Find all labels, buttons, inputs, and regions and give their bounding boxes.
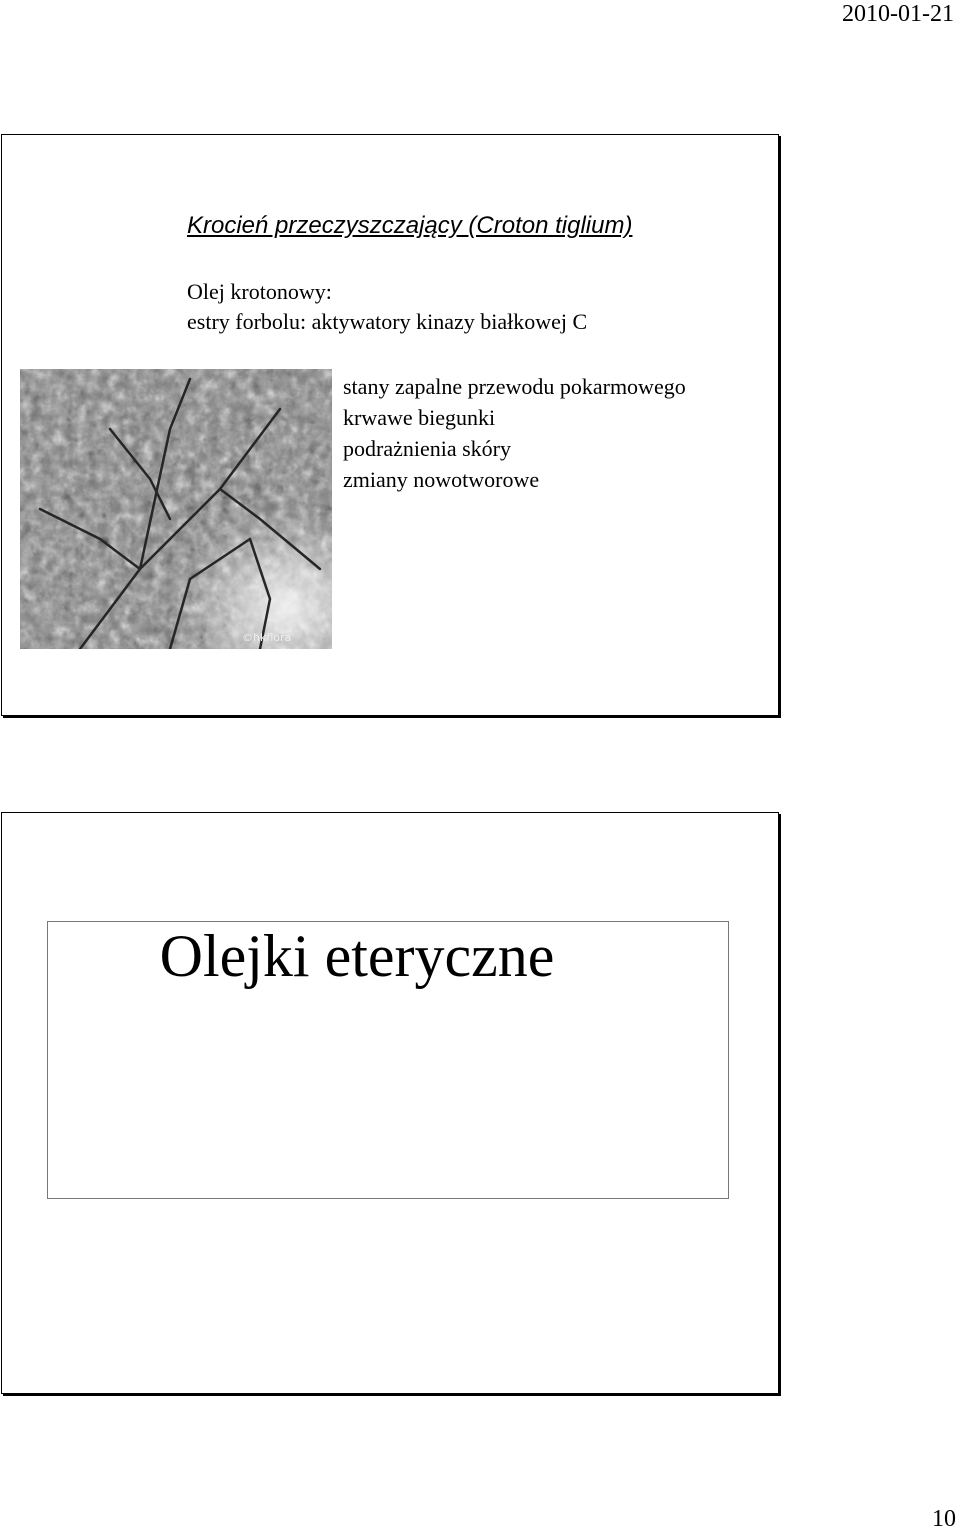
effect-item: krwawe biegunki <box>343 405 496 430</box>
phorbol-esters-line: estry forbolu: aktywatory kinazy białkowej C <box>187 309 588 334</box>
page-number: 10 <box>932 1506 956 1532</box>
effect-item: stany zapalne przewodu pokarmowego <box>343 374 686 399</box>
effect-item: podrażnienia skóry <box>343 436 511 461</box>
croton-plant-photo <box>20 369 332 649</box>
slide-title: Olejki eteryczne <box>159 923 555 989</box>
effects-list <box>343 371 686 495</box>
slide-croton <box>1 134 779 716</box>
photo-watermark: ©hkflora <box>242 631 292 644</box>
oil-name-line: Olej krotonowy: <box>187 279 332 304</box>
header-date: 2010-01-21 <box>842 1 954 27</box>
effect-item: zmiany nowotworowe <box>343 467 540 492</box>
slide-essential-oils <box>1 812 779 1394</box>
slide-title: Krocień przeczyszczający (Croton tiglium) <box>187 212 633 239</box>
